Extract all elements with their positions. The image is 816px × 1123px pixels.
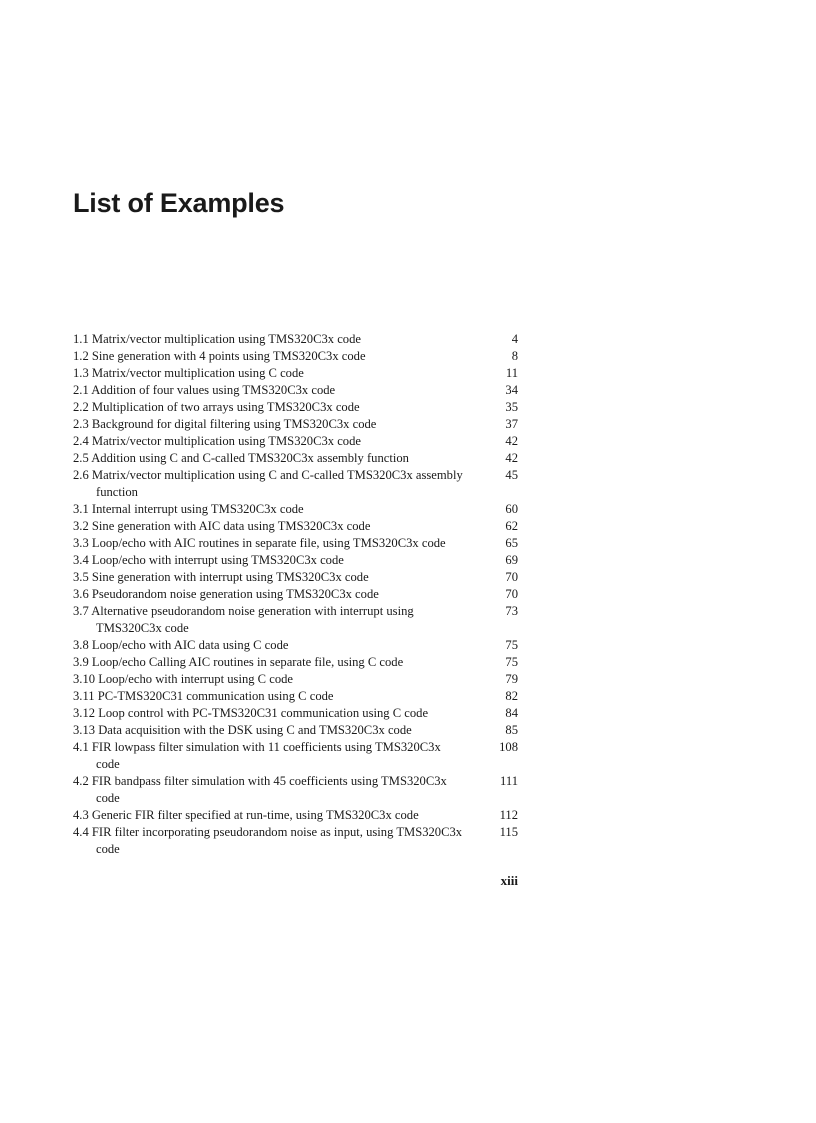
entry-page-number: 115: [499, 825, 518, 839]
list-item: [73, 671, 518, 688]
entry-page-number: 45: [505, 468, 518, 482]
entry-title: 4.2 FIR bandpass filter simulation with 45 coefficients using TMS320C3x code: [73, 774, 447, 805]
list-item: [73, 586, 518, 603]
list-item: [73, 501, 518, 518]
entry-title: 1.1 Matrix/vector multiplication using TMS320C3x code: [73, 332, 361, 346]
page-number: xiii: [500, 873, 518, 888]
entry-title: 2.5 Addition using C and C-called TMS320C3x assembly function: [73, 451, 409, 465]
list-item: [73, 773, 518, 807]
entry-title: 4.3 Generic FIR filter specified at run-time, using TMS320C3x code: [73, 808, 419, 822]
entry-page-number: 42: [505, 434, 518, 448]
entry-title: 2.4 Matrix/vector multiplication using TMS320C3x code: [73, 434, 361, 448]
entry-page-number: 70: [505, 587, 518, 601]
entry-page-number: 8: [511, 349, 518, 363]
list-item: [73, 705, 518, 722]
list-item: [73, 552, 518, 569]
list-item: [73, 824, 518, 858]
list-item: [73, 603, 518, 637]
list-item: [73, 535, 518, 552]
entry-title: 2.3 Background for digital filtering using TMS320C3x code: [73, 417, 377, 431]
entry-title: 1.2 Sine generation with 4 points using TMS320C3x code: [73, 349, 366, 363]
list-item: [73, 637, 518, 654]
entry-page-number: 75: [505, 638, 518, 652]
list-item: [73, 688, 518, 705]
entry-title: 3.6 Pseudorandom noise generation using TMS320C3x code: [73, 587, 379, 601]
list-item: [73, 569, 518, 586]
entry-page-number: 112: [499, 808, 518, 822]
list-item: [73, 654, 518, 671]
list-item: [73, 365, 518, 382]
entry-page-number: 37: [505, 417, 518, 431]
entry-title: 1.3 Matrix/vector multiplication using C code: [73, 366, 304, 380]
examples-list: [73, 331, 518, 858]
entry-title: 3.8 Loop/echo with AIC data using C code: [73, 638, 289, 652]
list-item: [73, 807, 518, 824]
entry-title: 3.13 Data acquisition with the DSK using C and TMS320C3x code: [73, 723, 412, 737]
entry-page-number: 82: [505, 689, 518, 703]
entry-page-number: 79: [505, 672, 518, 686]
entry-page-number: 111: [500, 774, 518, 788]
list-item: [73, 382, 518, 399]
entry-page-number: 73: [505, 604, 518, 618]
entry-title: 3.2 Sine generation with AIC data using TMS320C3x code: [73, 519, 371, 533]
page-title: List of Examples: [73, 188, 285, 218]
list-item: [73, 518, 518, 535]
entry-page-number: 108: [499, 740, 518, 754]
entry-page-number: 84: [505, 706, 518, 720]
entry-title: 2.1 Addition of four values using TMS320C3x code: [73, 383, 336, 397]
entry-page-number: 85: [505, 723, 518, 737]
list-item: [73, 399, 518, 416]
entry-title: 3.9 Loop/echo Calling AIC routines in separate file, using C code: [73, 655, 404, 669]
list-item: [73, 450, 518, 467]
entry-page-number: 34: [505, 383, 518, 397]
entry-title: 3.10 Loop/echo with interrupt using C code: [73, 672, 294, 686]
list-item: [73, 416, 518, 433]
entry-page-number: 42: [505, 451, 518, 465]
entry-title: 2.6 Matrix/vector multiplication using C and C-called TMS320C3x assembly function: [73, 468, 463, 499]
list-item: [73, 433, 518, 450]
entry-title: 3.7 Alternative pseudorandom noise generation with interrupt using TMS320C3x code: [73, 604, 414, 635]
entry-title: 3.1 Internal interrupt using TMS320C3x code: [73, 502, 304, 516]
entry-page-number: 75: [505, 655, 518, 669]
entry-title: 3.3 Loop/echo with AIC routines in separate file, using TMS320C3x code: [73, 536, 446, 550]
list-item: [73, 331, 518, 348]
entry-title: 4.1 FIR lowpass filter simulation with 11 coefficients using TMS320C3x code: [73, 740, 441, 771]
entry-title: 3.12 Loop control with PC-TMS320C31 communication using C code: [73, 706, 429, 720]
entry-title: 3.5 Sine generation with interrupt using TMS320C3x code: [73, 570, 369, 584]
entry-page-number: 70: [505, 570, 518, 584]
entry-title: 2.2 Multiplication of two arrays using TMS320C3x code: [73, 400, 360, 414]
list-item: [73, 739, 518, 773]
entry-page-number: 11: [505, 366, 518, 380]
entry-page-number: 65: [505, 536, 518, 550]
entry-page-number: 60: [505, 502, 518, 516]
entry-title: 3.11 PC-TMS320C31 communication using C code: [73, 689, 334, 703]
list-item: [73, 348, 518, 365]
entry-page-number: 4: [511, 332, 518, 346]
list-item: [73, 467, 518, 501]
entry-page-number: 62: [505, 519, 518, 533]
entry-page-number: 69: [505, 553, 518, 567]
entry-title: 4.4 FIR filter incorporating pseudorandom noise as input, using TMS320C3x code: [73, 825, 463, 856]
list-item: [73, 722, 518, 739]
entry-page-number: 35: [505, 400, 518, 414]
entry-title: 3.4 Loop/echo with interrupt using TMS320C3x code: [73, 553, 344, 567]
